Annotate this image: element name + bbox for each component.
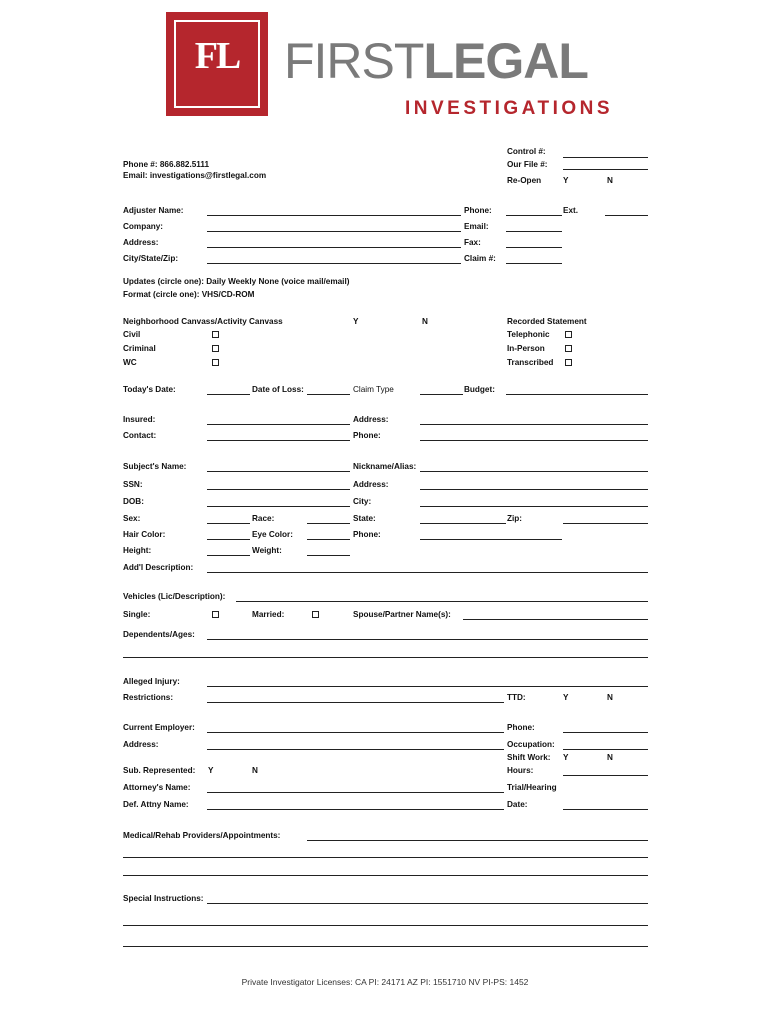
race-label: Race:	[252, 514, 275, 523]
in-person-checkbox[interactable]	[565, 345, 572, 352]
def-attorney-field[interactable]	[207, 809, 504, 810]
adjuster-name-field[interactable]	[207, 215, 461, 216]
our-file-label: Our File #:	[507, 160, 548, 169]
in-person-label: In-Person	[507, 344, 545, 353]
restrictions-label: Restrictions:	[123, 693, 174, 702]
fax-field[interactable]	[506, 247, 562, 248]
criminal-label: Criminal	[123, 344, 156, 353]
updates-line: Updates (circle one): Daily Weekly None (voice mail/email)	[123, 277, 350, 286]
ttd-label: TTD:	[507, 693, 526, 702]
contact-label: Contact:	[123, 431, 157, 440]
adjuster-email-label: Email:	[464, 222, 489, 231]
alleged-injury-label: Alleged Injury:	[123, 677, 180, 686]
fax-label: Fax:	[464, 238, 481, 247]
brand-word-light: FIRST	[284, 33, 424, 89]
brand-wordmark	[284, 33, 588, 89]
subject-zip-label: Zip:	[507, 514, 523, 523]
sex-field[interactable]	[207, 523, 250, 524]
canvass-title: Neighborhood Canvass/Activity Canvass	[123, 317, 283, 326]
contact-field[interactable]	[207, 440, 350, 441]
ttd-n[interactable]: N	[607, 693, 613, 702]
brand-subtitle: INVESTIGATIONS	[405, 98, 614, 119]
civil-checkbox[interactable]	[212, 331, 219, 338]
weight-label: Weight:	[252, 546, 282, 555]
medical-providers-label: Medical/Rehab Providers/Appointments:	[123, 831, 281, 840]
hours-label: Hours:	[507, 766, 534, 775]
special-instructions-field[interactable]	[207, 903, 648, 904]
dob-field[interactable]	[207, 506, 350, 507]
phone-number: Phone #: 866.882.5111	[123, 160, 210, 169]
occupation-label: Occupation:	[507, 740, 555, 749]
shift-work-n[interactable]: N	[607, 753, 613, 762]
ext-field[interactable]	[605, 215, 648, 216]
occupation-field[interactable]	[563, 749, 648, 750]
married-checkbox[interactable]	[312, 611, 319, 618]
def-attorney-label: Def. Attny Name:	[123, 800, 189, 809]
city-state-zip-label: City/State/Zip:	[123, 254, 179, 263]
claim-number-field[interactable]	[506, 263, 562, 264]
single-label: Single:	[123, 610, 151, 619]
ttd-y[interactable]: Y	[563, 693, 569, 702]
date-of-loss-field[interactable]	[307, 394, 350, 395]
adjuster-phone-field[interactable]	[506, 215, 562, 216]
address-field[interactable]	[207, 247, 461, 248]
vehicles-field[interactable]	[236, 601, 648, 602]
wc-label: WC	[123, 358, 137, 367]
subject-name-field[interactable]	[207, 471, 350, 472]
dependents-field[interactable]	[207, 639, 648, 640]
reopen-label: Re-Open	[507, 176, 542, 185]
sex-label: Sex:	[123, 514, 141, 523]
alleged-injury-field[interactable]	[207, 686, 648, 687]
insured-address-label: Address:	[353, 415, 389, 424]
married-label: Married:	[252, 610, 285, 619]
insured-address-field[interactable]	[420, 424, 648, 425]
height-label: Height:	[123, 546, 152, 555]
subject-phone-label: Phone:	[353, 530, 381, 539]
nickname-label: Nickname/Alias:	[353, 462, 417, 471]
format-line: Format (circle one): VHS/CD-ROM	[123, 290, 255, 299]
logo-mark	[166, 12, 268, 116]
employer-address-field[interactable]	[207, 749, 504, 750]
ssn-field[interactable]	[207, 489, 350, 490]
canvass-y[interactable]: Y	[353, 317, 359, 326]
subject-state-label: State:	[353, 514, 376, 523]
weight-field[interactable]	[307, 555, 350, 556]
nickname-field[interactable]	[420, 471, 648, 472]
transcribed-checkbox[interactable]	[565, 359, 572, 366]
license-footer: Private Investigator Licenses: CA PI: 24171 AZ PI: 1551710 NV PI-PS: 1452	[241, 977, 529, 987]
subject-address-label: Address:	[353, 480, 389, 489]
additional-description-field[interactable]	[207, 572, 648, 573]
height-field[interactable]	[207, 555, 250, 556]
special-instructions-label: Special Instructions:	[123, 894, 204, 903]
claim-number-label: Claim #:	[464, 254, 496, 263]
dependents-field-extra[interactable]	[123, 657, 648, 658]
spouse-field[interactable]	[463, 619, 648, 620]
attorney-name-label: Attorney's Name:	[123, 783, 191, 792]
reopen-n[interactable]: N	[607, 176, 613, 185]
eye-color-label: Eye Color:	[252, 530, 293, 539]
subject-state-field[interactable]	[420, 523, 506, 524]
telephonic-label: Telephonic	[507, 330, 550, 339]
employer-address-label: Address:	[123, 740, 159, 749]
trial-hearing-label: Trial/Hearing	[507, 783, 557, 792]
special-instructions-line-2[interactable]	[123, 925, 648, 926]
city-state-zip-field[interactable]	[207, 263, 461, 264]
additional-description-label: Add'l Description:	[123, 563, 194, 572]
insured-field[interactable]	[207, 424, 350, 425]
claim-type-field[interactable]	[420, 394, 463, 395]
dob-label: DOB:	[123, 497, 144, 506]
sub-represented-label: Sub. Represented:	[123, 766, 196, 775]
trial-date-label: Date:	[507, 800, 528, 809]
attorney-name-field[interactable]	[207, 792, 504, 793]
shift-work-label: Shift Work:	[507, 753, 551, 762]
trial-date-field[interactable]	[563, 809, 648, 810]
medical-providers-field[interactable]	[307, 840, 648, 841]
budget-label: Budget:	[464, 385, 495, 394]
race-field[interactable]	[307, 523, 350, 524]
insured-phone-field[interactable]	[420, 440, 648, 441]
control-label: Control #:	[507, 147, 546, 156]
ssn-label: SSN:	[123, 480, 143, 489]
hours-field[interactable]	[563, 775, 648, 776]
transcribed-label: Transcribed	[507, 358, 554, 367]
civil-label: Civil	[123, 330, 141, 339]
adjuster-email-field[interactable]	[506, 231, 562, 232]
eye-color-field[interactable]	[307, 539, 350, 540]
brand-word-bold: LEGAL	[423, 33, 588, 89]
subject-name-label: Subject's Name:	[123, 462, 187, 471]
subject-zip-field[interactable]	[563, 523, 648, 524]
todays-date-field[interactable]	[207, 394, 250, 395]
employer-phone-label: Phone:	[507, 723, 535, 732]
sub-represented-y[interactable]: Y	[208, 766, 214, 775]
special-instructions-line-3[interactable]	[123, 946, 648, 947]
wc-checkbox[interactable]	[212, 359, 219, 366]
medical-providers-line-2[interactable]	[123, 857, 648, 858]
shift-work-y[interactable]: Y	[563, 753, 569, 762]
subject-city-field[interactable]	[420, 506, 648, 507]
single-checkbox[interactable]	[212, 611, 219, 618]
criminal-checkbox[interactable]	[212, 345, 219, 352]
hair-color-field[interactable]	[207, 539, 250, 540]
current-employer-field[interactable]	[207, 732, 504, 733]
hair-color-label: Hair Color:	[123, 530, 166, 539]
recorded-statement-label: Recorded Statement	[507, 317, 587, 326]
spouse-label: Spouse/Partner Name(s):	[353, 610, 451, 619]
budget-field[interactable]	[506, 394, 648, 395]
claim-type-label: Claim Type	[353, 385, 394, 394]
canvass-n[interactable]: N	[422, 317, 428, 326]
address-label: Address:	[123, 238, 159, 247]
adjuster-name-label: Adjuster Name:	[123, 206, 184, 215]
subject-city-label: City:	[353, 497, 372, 506]
company-field[interactable]	[207, 231, 461, 232]
insured-label: Insured:	[123, 415, 156, 424]
telephonic-checkbox[interactable]	[565, 331, 572, 338]
date-of-loss-label: Date of Loss:	[252, 385, 304, 394]
subject-phone-field[interactable]	[420, 539, 562, 540]
control-field[interactable]	[563, 157, 648, 158]
reopen-y[interactable]: Y	[563, 176, 569, 185]
subject-address-field[interactable]	[420, 489, 648, 490]
employer-phone-field[interactable]	[563, 732, 648, 733]
current-employer-label: Current Employer:	[123, 723, 195, 732]
insured-phone-label: Phone:	[353, 431, 381, 440]
medical-providers-line-3[interactable]	[123, 875, 648, 876]
company-label: Company:	[123, 222, 164, 231]
sub-represented-n[interactable]: N	[252, 766, 258, 775]
our-file-field[interactable]	[563, 169, 648, 170]
todays-date-label: Today's Date:	[123, 385, 176, 394]
logo-monogram: FL	[194, 35, 240, 77]
dependents-label: Dependents/Ages:	[123, 630, 195, 639]
ext-label: Ext.	[563, 206, 579, 215]
vehicles-label: Vehicles (Lic/Description):	[123, 592, 226, 601]
adjuster-phone-label: Phone:	[464, 206, 492, 215]
email-address: Email: investigations@firstlegal.com	[123, 171, 267, 180]
restrictions-field[interactable]	[207, 702, 504, 703]
